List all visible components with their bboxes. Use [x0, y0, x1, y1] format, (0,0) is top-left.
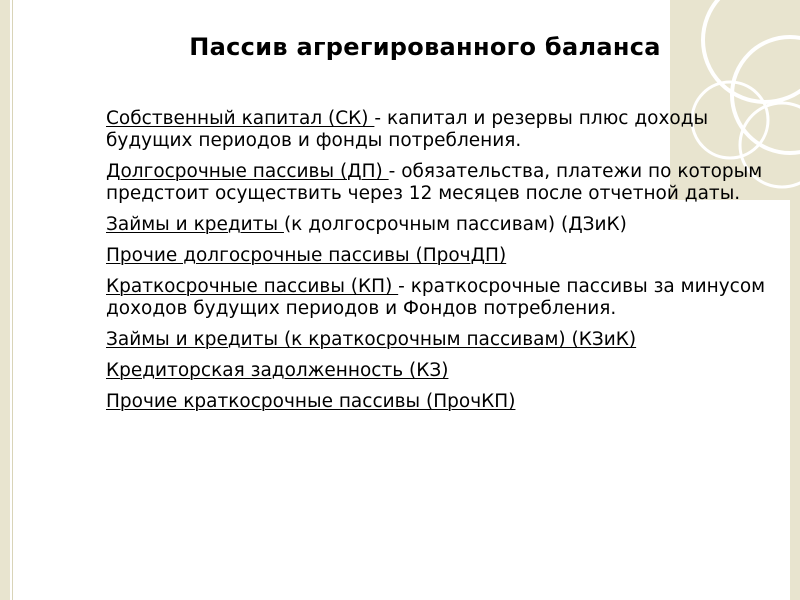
- list-item: [106, 108, 771, 152]
- list-item: [106, 161, 771, 205]
- term-label: Кредиторская задолженность (КЗ): [106, 360, 449, 381]
- left-decor-band: [0, 0, 10, 600]
- term-label: Долгосрочные пассивы (ДП): [106, 161, 389, 182]
- term-description: - краткосрочные пассивы за минусом доходов будущих периодов и Фондов потребления.: [106, 276, 766, 319]
- list-item: [106, 360, 771, 382]
- term-label: Займы и кредиты: [106, 214, 284, 235]
- list-item: [106, 276, 771, 320]
- term-label: Собственный капитал (СК): [106, 108, 375, 129]
- term-label: Займы и кредиты (к краткосрочным пассивам) (КЗиК): [106, 329, 637, 350]
- content-list: [106, 108, 771, 422]
- term-label: Прочие краткосрочные пассивы (ПрочКП): [106, 391, 516, 412]
- list-item: [106, 391, 771, 413]
- term-description: - обязательства, платежи по которым предстоит осуществить через 12 месяцев после отчетной даты.: [106, 161, 763, 204]
- term-label: Прочие долгосрочные пассивы (ПрочДП): [106, 245, 507, 266]
- list-item: [106, 245, 771, 267]
- list-item: [106, 329, 771, 351]
- page-title: Пассив агрегированного баланса: [189, 33, 661, 61]
- list-item: [106, 214, 771, 236]
- term-description: - капитал и резервы плюс доходы будущих периодов и фонды потребления.: [106, 108, 709, 151]
- left-decor-line: [12, 0, 13, 600]
- term-description: (к долгосрочным пассивам) (ДЗиК): [283, 214, 627, 235]
- term-label: Краткосрочные пассивы (КП): [106, 276, 399, 297]
